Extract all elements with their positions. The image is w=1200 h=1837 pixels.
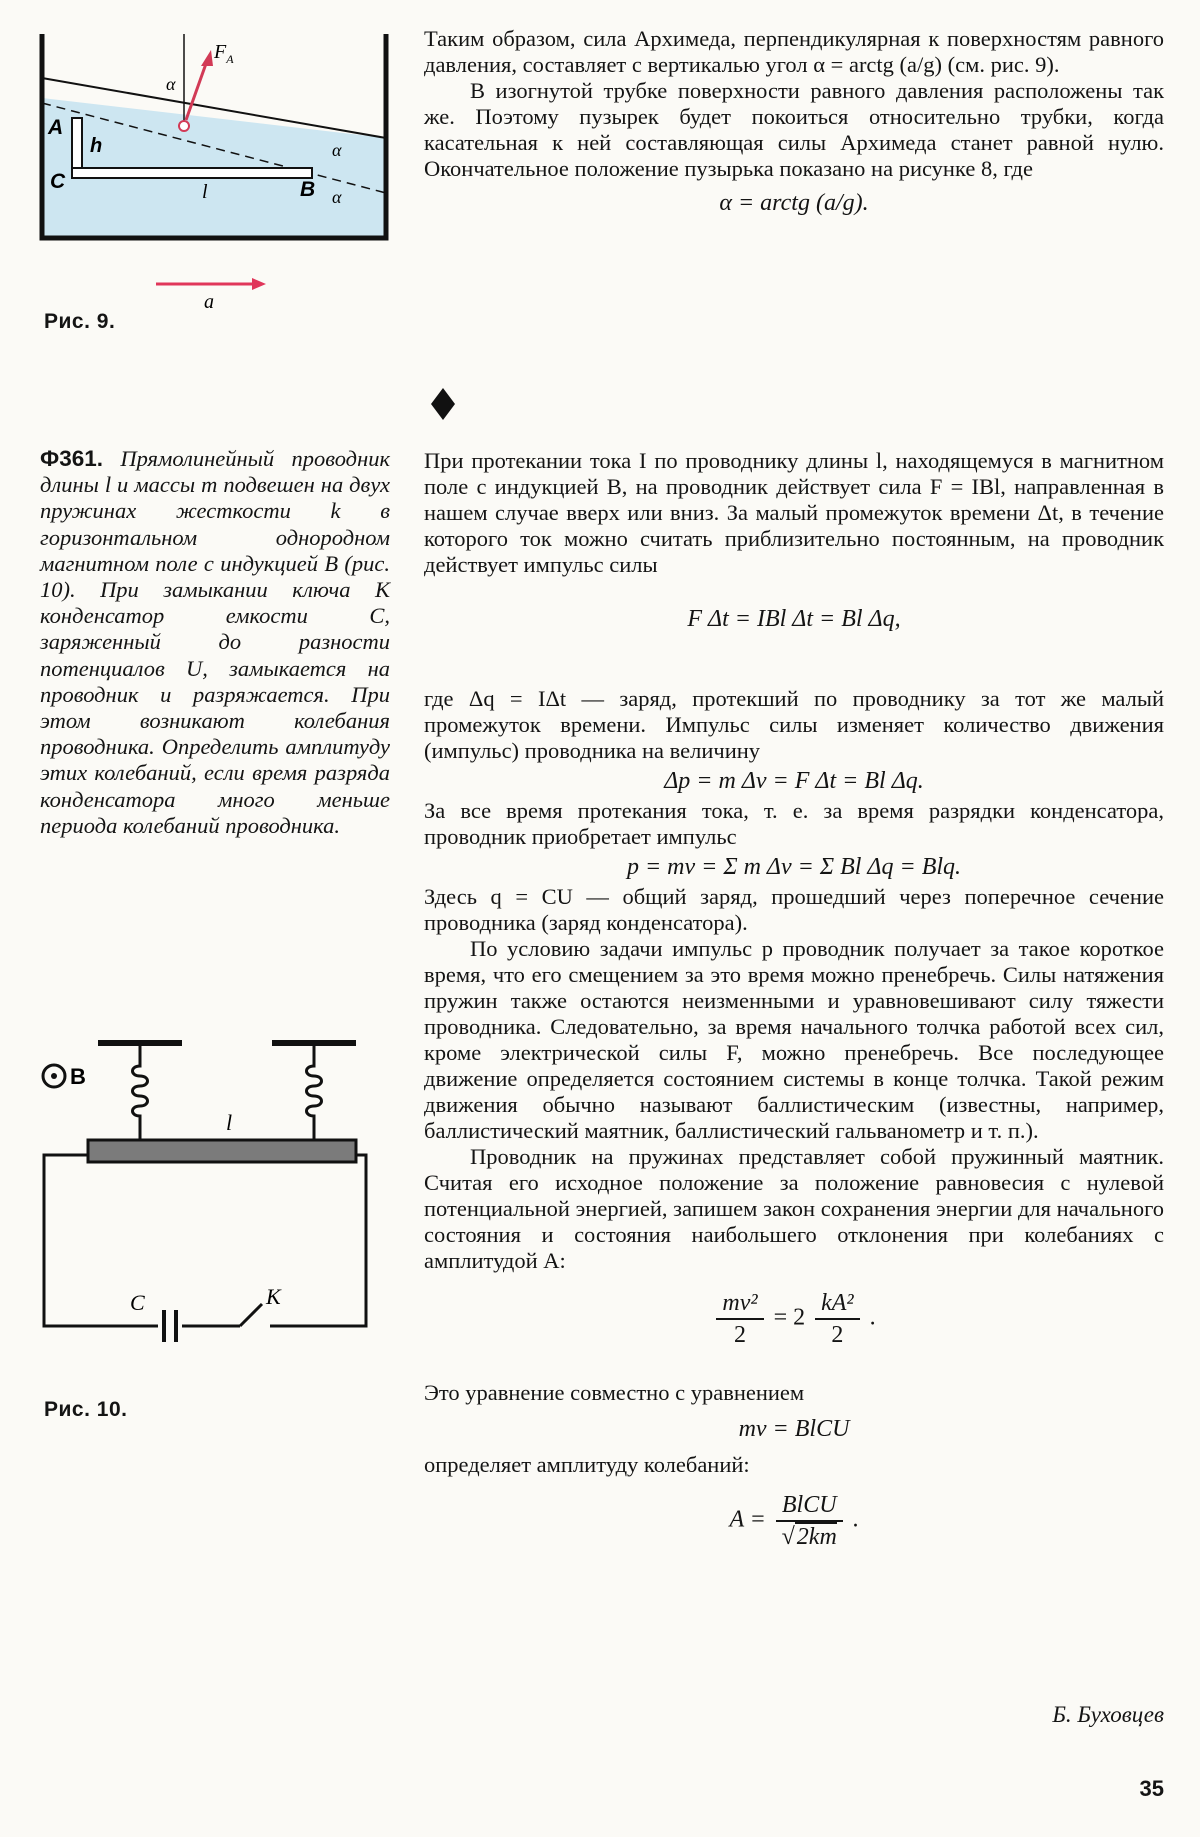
alpha-label-bottom: α [332, 187, 342, 207]
point-a-label: A [48, 116, 64, 139]
formula-2: Δp = m Δv = F Δt = Bl Δq. [664, 768, 924, 794]
formula-4 [424, 1288, 1164, 1350]
fraction-kinetic: $\frac{\text{mv²}}{2}$ [716, 1288, 763, 1350]
solution-paragraph-6: Проводник на пружинах представляет собой пружинный маятник. Считая его исходное положение за положение равновесия с нулевой потенциальной энергией, запишем закон сохранения энергии для начального состояния и состояния наибольшего отклонения при колебаниях с амплитудой A: [424, 1144, 1164, 1273]
section-divider-icon [429, 386, 457, 422]
top-paragraph-2: В изогнутой трубке поверхности равного давления расположены так же. Поэтому пузырек будет покоиться относительно трубки, когда касательная к ней составляющая силы Архимеда станет равной нулю. Окончательное положение пузырька показано на рисунке 8, где [424, 78, 1164, 181]
length-label: l [202, 181, 208, 203]
spring-left [133, 1046, 148, 1140]
solution-paragraph-2: где Δq = IΔt — заряд, протекший по проводнику за тот же малый промежуток времени. Импульс силы изменяет количество движения (импульс) проводника на величину [424, 686, 1164, 763]
solution-paragraph-5: По условию задачи импульс p проводник получает за такое короткое время, что его смещением за это время можно пренебречь. Силы натяжения пружин также остаются неизменными и уравновешивают силу тяжести проводника. Следовательно, за время начального толчка работой всех сил, кроме электрической силы F, можно пренебречь. Все последующее движение определяется состоянием системы в конце толчка. Такой режим движения обычно называют баллистическим (известны, например, баллистический маятник, баллистический гальванометр и т. п.). [424, 936, 1164, 1143]
force-label: $F_A$ [214, 41, 234, 66]
solution [424, 448, 1164, 1552]
force-arrow [186, 58, 208, 120]
point-c-label: C [50, 170, 66, 193]
solution-paragraph-7: Это уравнение совместно с уравнением [424, 1380, 805, 1405]
figure-10-caption: Рис. 10. [44, 1398, 128, 1421]
formula-4-equals: = 2 [773, 1304, 806, 1331]
magnetic-field-dot [51, 1073, 57, 1079]
acceleration-arrowhead [252, 278, 266, 290]
solution-paragraph-8: определяет амплитуду колебаний: [424, 1452, 750, 1477]
author-signature: Б. Буховцев [1052, 1702, 1164, 1727]
switch-label: K [266, 1284, 281, 1309]
bubble [179, 121, 189, 131]
problem-number: Ф361. [40, 446, 103, 471]
alpha-label-mid: α [332, 140, 342, 160]
alpha-label-top: α [166, 74, 176, 94]
spring-right [307, 1046, 322, 1140]
switch-blade [240, 1304, 262, 1326]
top-formula: α = arctg (a/g). [719, 190, 869, 216]
circuit-wire [44, 1155, 366, 1326]
formula-4-period: . [869, 1304, 876, 1331]
problem-statement [40, 446, 390, 839]
figure-9 [36, 28, 396, 348]
height-label: h [90, 135, 103, 157]
top-paragraph-1: Таким образом, сила Архимеда, перпендикулярная к поверхностям равного давления, составляет с вертикалью угол α = arctg (a/g) (см. рис. 9). [424, 26, 1164, 77]
solution-paragraph-4: Здесь q = CU — общий заряд, прошедший через поперечное сечение проводника (заряд конденсатора). [424, 884, 1164, 935]
capacitor-label: C [130, 1290, 145, 1315]
field-label: B [70, 1064, 86, 1089]
ceiling-right [272, 1040, 356, 1046]
force-arrowhead [201, 50, 213, 66]
conductor-rod [88, 1140, 356, 1162]
tube-horizontal [72, 168, 312, 178]
solution-paragraph-3: За все время протекания тока, т. е. за время разрядки конденсатора, проводник приобретает импульс [424, 798, 1164, 849]
formula-6-period: . [852, 1506, 859, 1533]
figure-9-caption: Рис. 9. [44, 310, 116, 333]
problem-text: Прямолинейный проводник длины l и массы m подвешен на двух пружинах жесткости k в горизонтальном однородном магнитном поле с индукцией B (рис. 10). При замыкании ключа K конденсатор емкости C, заряженный до разности потенциалов U, замыкается на проводник и разряжается. При этом возникают колебания проводника. Определить амплитуду этих колебаний, если время разряда конденсатора много меньше периода колебаний проводника. [40, 446, 390, 838]
point-b-label: B [300, 178, 316, 201]
fraction-potential: $\frac{\text{kA²}}{2}$ [815, 1288, 860, 1350]
formula-6 [424, 1490, 1164, 1552]
figure-10 [36, 1030, 396, 1430]
formula-1: F Δt = IBl Δt = Bl Δq, [687, 606, 901, 632]
formula-3: p = mv = Σ m Δv = Σ Bl Δq = Blq. [626, 854, 962, 880]
formula-6-lhs: A = [729, 1506, 766, 1533]
acceleration-label: a [204, 291, 214, 313]
solution-paragraph-1: При протекании тока I по проводнику длины l, находящемуся в магнитном поле с индукцией B, на проводник действует сила F = IBl, направленная в нашем случае вверх или вниз. За малый промежуток времени Δt, в течение которого ток можно считать приблизительно постоянным, на проводник действует импульс силы [424, 448, 1164, 577]
formula-5: mv = BlCU [738, 1416, 850, 1442]
page-number: 35 [1139, 1776, 1164, 1801]
ceiling-left [98, 1040, 182, 1046]
top-text [424, 26, 1164, 216]
conductor-length-label: l [226, 1110, 233, 1135]
fraction-amplitude: $\frac{\text{BlCU}}{√2km}$ [776, 1490, 843, 1552]
